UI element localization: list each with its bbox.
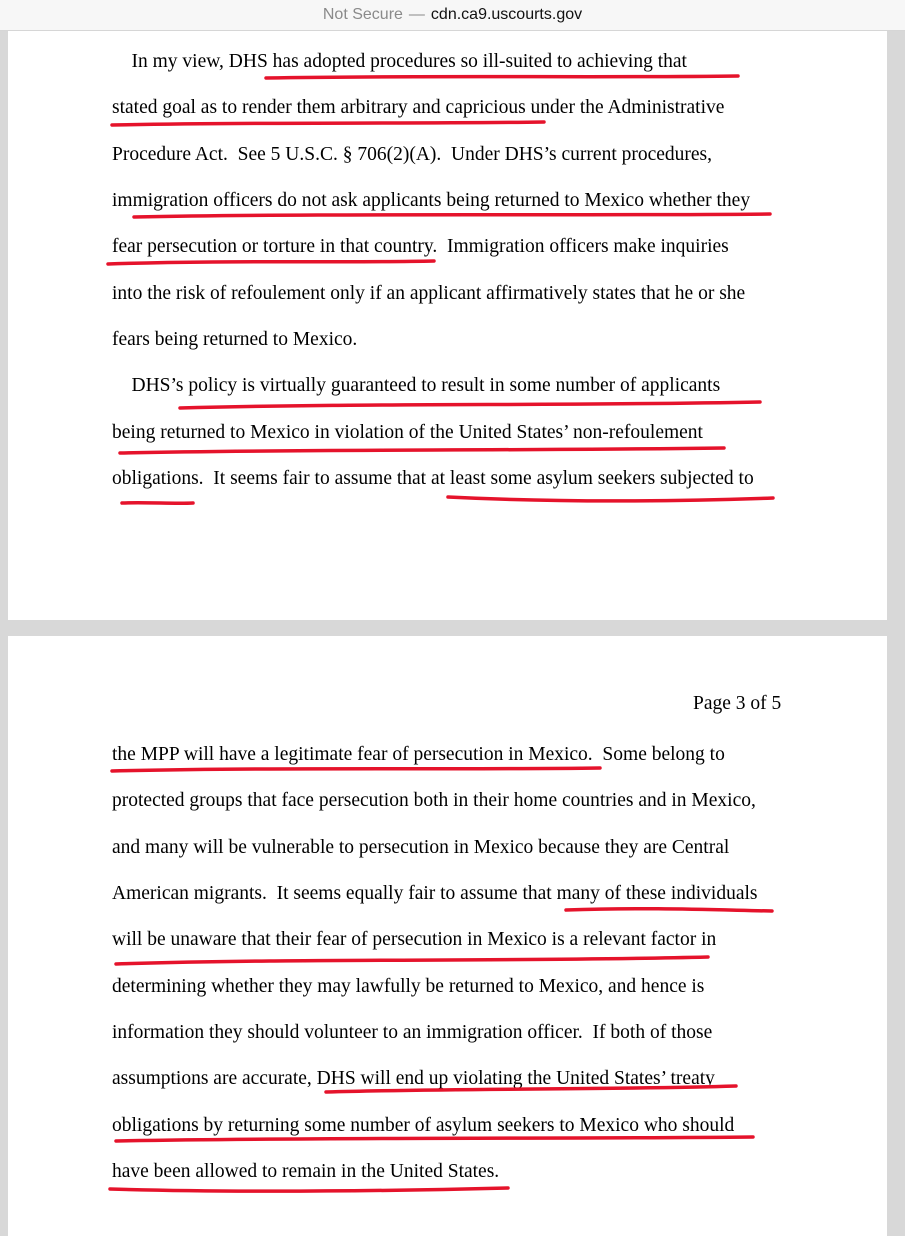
- document-line: determining whether they may lawfully be returned to Mexico, and hence is: [112, 976, 705, 997]
- document-line: American migrants. It seems equally fair to assume that many of these individuals: [112, 883, 758, 904]
- document-line: DHS’s policy is virtually guaranteed to result in some number of applicants: [112, 375, 721, 396]
- red-underline: [180, 402, 760, 408]
- red-underline: [112, 122, 544, 125]
- document-line: stated goal as to render them arbitrary and capricious under the Administrative: [112, 97, 725, 118]
- document-line: fear persecution or torture in that country. Immigration officers make inquiries: [112, 236, 729, 257]
- url-text: cdn.ca9.uscourts.gov: [430, 6, 583, 23]
- browser-address-bar[interactable]: [0, 0, 905, 31]
- red-underline: [116, 957, 708, 964]
- document-line: fears being returned to Mexico.: [112, 329, 358, 350]
- document-line: In my view, DHS has adopted procedures so ill-suited to achieving that: [112, 51, 687, 72]
- document-line: obligations. It seems fair to assume that at least some asylum seekers subjected to: [112, 468, 754, 489]
- red-underline: [120, 448, 724, 453]
- red-underline: [266, 76, 738, 78]
- document-line: immigration officers do not ask applicants being returned to Mexico whether they: [112, 190, 751, 211]
- red-underline: [112, 768, 600, 771]
- document-line: assumptions are accurate, DHS will end up violating the United States’ treaty: [112, 1068, 715, 1089]
- document-page-fragment-1: [8, 31, 887, 620]
- document-line: have been allowed to remain in the United States.: [112, 1161, 500, 1182]
- red-underline: [108, 261, 434, 264]
- document-line: Procedure Act. See 5 U.S.C. § 706(2)(A). Under DHS’s current procedures,: [112, 144, 713, 165]
- document-line: the MPP will have a legitimate fear of persecution in Mexico. Some belong to: [112, 744, 725, 765]
- document-line: into the risk of refoulement only if an applicant affirmatively states that he or she: [112, 283, 746, 304]
- page-number: Page 3 of 5: [693, 693, 782, 714]
- address-separator: —: [408, 6, 425, 23]
- red-underline: [448, 497, 773, 501]
- document-line: obligations by returning some number of asylum seekers to Mexico who should: [112, 1115, 735, 1136]
- document-line: will be unaware that their fear of persecution in Mexico is a relevant factor in: [112, 929, 717, 950]
- document-line: being returned to Mexico in violation of the United States’ non-refoulement: [112, 422, 703, 443]
- document-page-fragment-2: [8, 636, 887, 1236]
- not-secure-label: Not Secure: [322, 6, 403, 23]
- document-line: protected groups that face persecution both in their home countries and in Mexico,: [112, 790, 756, 811]
- red-underline: [566, 909, 772, 911]
- document-line: and many will be vulnerable to persecution in Mexico because they are Central: [112, 837, 730, 858]
- document-line: information they should volunteer to an immigration officer. If both of those: [112, 1022, 713, 1043]
- red-underline: [110, 1188, 508, 1191]
- red-underline: [134, 214, 770, 217]
- red-underline: [122, 503, 193, 504]
